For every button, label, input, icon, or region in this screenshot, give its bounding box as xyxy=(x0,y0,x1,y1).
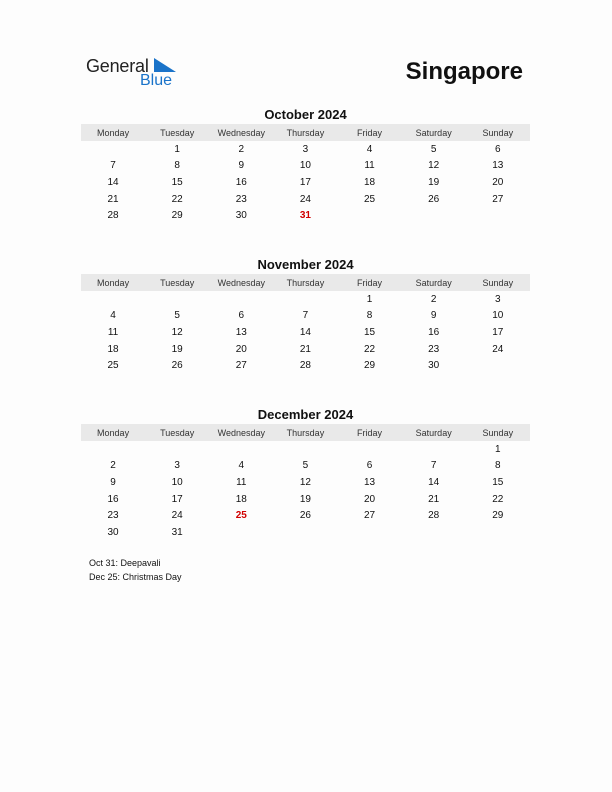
day-cell: 12 xyxy=(428,160,440,172)
weekday-header-row xyxy=(81,274,530,291)
weekday-label: Monday xyxy=(97,127,130,138)
day-cell: 30 xyxy=(107,526,119,538)
day-cell: 12 xyxy=(171,326,183,338)
day-cell: 17 xyxy=(299,176,311,188)
day-cell: 16 xyxy=(428,326,440,338)
month-december xyxy=(81,406,530,541)
day-cell: 7 xyxy=(430,460,437,472)
day-cell: 1 xyxy=(366,293,373,305)
day-cell: 23 xyxy=(428,343,440,355)
day-cell: 23 xyxy=(235,193,247,205)
week-row xyxy=(81,507,530,524)
day-cell: 16 xyxy=(107,493,119,505)
day-cell: 20 xyxy=(235,343,247,355)
day-cell: 18 xyxy=(364,176,376,188)
day-cell: 18 xyxy=(107,343,119,355)
weekday-label: Wednesday xyxy=(217,277,265,288)
logo-text-general: General xyxy=(86,56,149,76)
weekday-label: Monday xyxy=(97,277,130,288)
logo-text-blue: Blue xyxy=(140,72,173,89)
day-cell: 31 xyxy=(299,210,311,222)
day-cell: 17 xyxy=(171,493,183,505)
day-cell: 9 xyxy=(238,160,245,172)
weekday-label: Wednesday xyxy=(217,127,265,138)
day-cell: 21 xyxy=(299,343,311,355)
day-cell: 11 xyxy=(236,476,247,488)
day-cell: 16 xyxy=(235,176,247,188)
day-cell: 6 xyxy=(238,310,245,322)
month-title: December 2024 xyxy=(257,407,354,422)
weeks xyxy=(81,141,530,224)
weekday-label: Tuesday xyxy=(160,127,195,138)
day-cell: 19 xyxy=(171,343,183,355)
day-cell: 26 xyxy=(428,193,440,205)
day-cell: 10 xyxy=(299,160,311,172)
weekday-label: Tuesday xyxy=(160,277,195,288)
weekday-label: Sunday xyxy=(482,127,514,138)
day-cell: 18 xyxy=(235,493,247,505)
week-row xyxy=(81,158,530,175)
day-cell: 28 xyxy=(107,210,119,222)
weekday-label: Saturday xyxy=(415,427,452,438)
week-row xyxy=(81,207,530,224)
day-cell: 29 xyxy=(492,510,504,522)
day-cell: 25 xyxy=(107,360,119,372)
day-cell: 24 xyxy=(299,193,311,205)
day-cell: 28 xyxy=(428,510,440,522)
day-cell: 12 xyxy=(299,476,311,488)
country-title: Singapore xyxy=(405,58,523,85)
day-cell: 1 xyxy=(174,143,180,155)
month-october xyxy=(81,106,530,224)
week-row xyxy=(81,524,530,541)
day-cell: 20 xyxy=(492,176,504,188)
day-cell: 1 xyxy=(495,443,501,455)
day-cell: 29 xyxy=(171,210,183,222)
day-cell: 27 xyxy=(235,360,247,372)
day-cell: 7 xyxy=(302,310,309,322)
day-cell: 10 xyxy=(492,310,504,322)
day-cell: 9 xyxy=(110,476,116,488)
holiday-note: Oct 31: Deepavali xyxy=(89,558,161,568)
day-cell: 24 xyxy=(492,343,504,355)
weekday-label: Thursday xyxy=(286,277,325,288)
day-cell: 10 xyxy=(171,476,183,488)
weekday-label: Friday xyxy=(357,277,383,288)
day-cell: 30 xyxy=(235,210,247,222)
weekday-label: Thursday xyxy=(286,127,325,138)
weekday-header-row xyxy=(81,124,530,141)
day-cell: 5 xyxy=(302,460,309,472)
day-cell: 8 xyxy=(495,460,501,472)
weekday-label: Wednesday xyxy=(217,427,265,438)
day-cell: 27 xyxy=(364,510,376,522)
day-cell: 14 xyxy=(299,326,311,338)
holiday-notes xyxy=(89,556,182,584)
day-cell: 30 xyxy=(428,360,440,372)
day-cell: 22 xyxy=(492,493,504,505)
day-cell: 7 xyxy=(110,160,116,172)
week-row xyxy=(81,191,530,208)
day-cell: 11 xyxy=(364,160,375,172)
day-cell: 14 xyxy=(428,476,440,488)
day-cell: 27 xyxy=(492,193,504,205)
weekday-label: Saturday xyxy=(415,127,452,138)
day-cell: 2 xyxy=(110,460,116,472)
day-cell: 9 xyxy=(430,310,437,322)
weekday-label: Sunday xyxy=(482,427,514,438)
day-cell: 24 xyxy=(171,510,183,522)
weekday-label: Saturday xyxy=(415,277,452,288)
week-row xyxy=(81,324,530,341)
day-cell: 21 xyxy=(428,493,440,505)
weekday-label: Tuesday xyxy=(160,427,195,438)
weeks xyxy=(81,291,530,374)
day-cell: 4 xyxy=(110,310,116,322)
week-row xyxy=(81,458,530,475)
day-cell: 15 xyxy=(492,476,504,488)
month-november xyxy=(81,256,530,374)
weekday-label: Friday xyxy=(357,427,383,438)
day-cell: 2 xyxy=(238,143,245,155)
week-row xyxy=(81,174,530,191)
day-cell: 4 xyxy=(366,143,373,155)
generalblue-logo xyxy=(86,56,186,92)
day-cell: 25 xyxy=(364,193,376,205)
day-cell: 31 xyxy=(171,526,183,538)
weekday-header-row xyxy=(81,424,530,441)
week-row xyxy=(81,491,530,508)
weekday-label: Monday xyxy=(97,427,130,438)
day-cell: 22 xyxy=(171,193,183,205)
day-cell: 4 xyxy=(238,460,245,472)
week-row xyxy=(81,357,530,374)
day-cell: 25 xyxy=(235,510,247,522)
day-cell: 8 xyxy=(174,160,180,172)
week-row xyxy=(81,308,530,325)
day-cell: 5 xyxy=(174,310,180,322)
month-title: November 2024 xyxy=(257,257,354,272)
weeks xyxy=(81,441,530,541)
logo-triangle-icon xyxy=(154,58,176,72)
day-cell: 20 xyxy=(364,493,376,505)
weekday-label: Friday xyxy=(357,127,383,138)
day-cell: 3 xyxy=(495,293,501,305)
weekday-label: Thursday xyxy=(286,427,325,438)
week-row xyxy=(81,291,530,308)
day-cell: 8 xyxy=(366,310,373,322)
day-cell: 5 xyxy=(430,143,437,155)
day-cell: 17 xyxy=(492,326,504,338)
day-cell: 15 xyxy=(364,326,376,338)
day-cell: 3 xyxy=(302,143,309,155)
month-title: October 2024 xyxy=(264,107,347,122)
day-cell: 22 xyxy=(364,343,376,355)
day-cell: 11 xyxy=(107,326,119,338)
day-cell: 14 xyxy=(107,176,119,188)
week-row xyxy=(81,474,530,491)
day-cell: 19 xyxy=(299,493,311,505)
weekday-label: Sunday xyxy=(482,277,514,288)
holiday-note: Dec 25: Christmas Day xyxy=(89,572,182,582)
week-row xyxy=(81,441,530,458)
day-cell: 23 xyxy=(107,510,119,522)
day-cell: 26 xyxy=(171,360,183,372)
day-cell: 19 xyxy=(428,176,440,188)
day-cell: 3 xyxy=(174,460,180,472)
day-cell: 13 xyxy=(364,476,376,488)
day-cell: 13 xyxy=(492,160,504,172)
day-cell: 15 xyxy=(171,176,183,188)
day-cell: 6 xyxy=(495,143,501,155)
day-cell: 28 xyxy=(299,360,311,372)
day-cell: 21 xyxy=(107,193,119,205)
day-cell: 6 xyxy=(366,460,373,472)
week-row xyxy=(81,141,530,158)
day-cell: 2 xyxy=(430,293,437,305)
week-row xyxy=(81,341,530,358)
day-cell: 13 xyxy=(235,326,247,338)
day-cell: 29 xyxy=(364,360,376,372)
day-cell: 26 xyxy=(299,510,311,522)
